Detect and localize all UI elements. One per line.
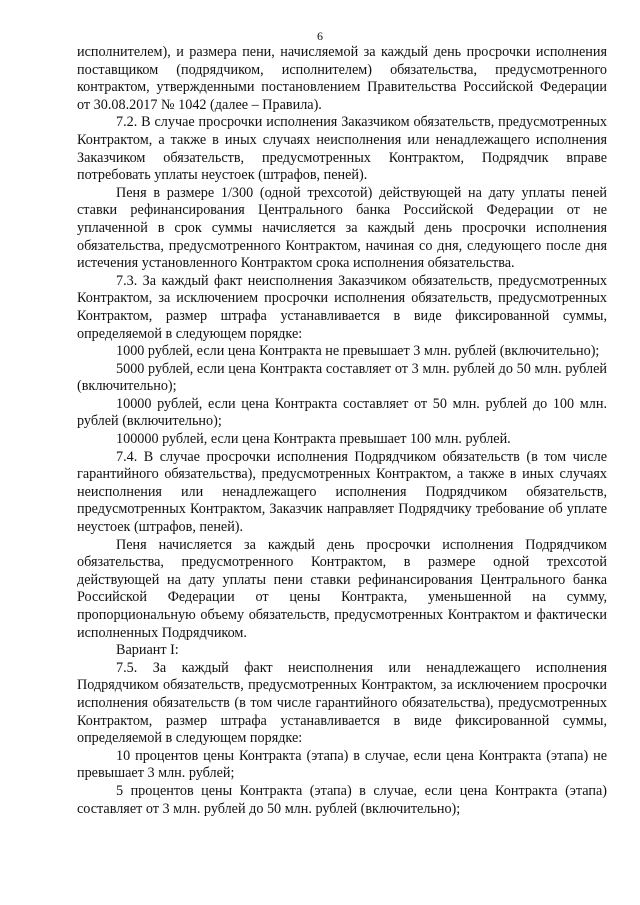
page-number: 6 [317,29,323,43]
list-item-fine-10-percent: 10 процентов цены Контракта (этапа) в случае, если цена Контракта (этапа) не превышает 3 млн. рублей; [77,747,607,782]
variant-heading: Вариант I: [116,642,179,659]
list-item-fine-100000: 100000 рублей, если цена Контракта превышает 100 млн. рублей. [116,431,511,448]
paragraph-penalty-contractor: Пеня начисляется за каждый день просрочки исполнения Подрядчиком обязательства, предусмотренного Контрактом, в размере одной трехсотой действующей на дату уплаты пени ставки рефинансирования Центрального банка Российской Федерации от цены Контракта, уменьшенной на сумму, пропорциональную объему обязательств, предусмотренных Контрактом и фактически исполненных Подрядчиком. [77,536,607,641]
paragraph-7-4: 7.4. В случае просрочки исполнения Подрядчиком обязательств (в том числе гарантийного обязательства), предусмотренных Контрактом, а также в иных случаях неисполнения или ненадлежащего исполнения Подрядчиком обязательств, предусмотренных Контрактом, Заказчик направляет Подрядчику требование об уплате неустоек (штрафов, пеней). [77,448,607,536]
paragraph-7-3: 7.3. За каждый факт неисполнения Заказчиком обязательств, предусмотренных Контрактом, за исключением просрочки исполнения обязательств, предусмотренных Контрактом, размер штрафа устанавливается в виде фиксированной суммы, определяемой в следующем порядке: [77,272,607,342]
paragraph-intro-continuation: исполнителем), и размера пени, начисляемой за каждый день просрочки исполнения поставщиком (подрядчиком, исполнителем) обязательства, предусмотренного контрактом, утвержденными постановлением Правительства Российской Федерации от 30.08.2017 № 1042 (далее – Правила). [77,44,607,113]
list-item-fine-5000: 5000 рублей, если цена Контракта составляет от 3 млн. рублей до 50 млн. рублей (включительно); [77,360,607,395]
document-body [77,44,607,818]
list-item-fine-1000: 1000 рублей, если цена Контракта не превышает 3 млн. рублей (включительно); [116,343,600,360]
paragraph-penalty-customer: Пеня в размере 1/300 (одной трехсотой) действующей на дату уплаты пеней ставки рефинансирования Центрального банка Российской Федерации от не уплаченной в срок суммы начисляется за каждый день просрочки исполнения обязательства, предусмотренного Контрактом, начиная со дня, следующего после дня истечения установленного Контрактом срока исполнения обязательства. [77,184,607,272]
paragraph-7-2: 7.2. В случае просрочки исполнения Заказчиком обязательств, предусмотренных Контрактом, а также в иных случаях неисполнения или ненадлежащего исполнения Заказчиком обязательств, предусмотренных Контрактом, Подрядчик вправе потребовать уплаты неустоек (штрафов, пеней). [77,114,607,184]
paragraph-7-5: 7.5. За каждый факт неисполнения или ненадлежащего исполнения Подрядчиком обязательств, предусмотренных Контрактом, за исключением просрочки исполнения обязательств (в том числе гарантийного обязательства), предусмотренных Контрактом, размер штрафа устанавливается в виде фиксированной суммы, определяемой в следующем порядке: [77,659,607,747]
list-item-fine-5-percent: 5 процентов цены Контракта (этапа) в случае, если цена Контракта (этапа) составляет от 3 млн. рублей до 50 млн. рублей (включительно); [77,782,607,817]
list-item-fine-10000: 10000 рублей, если цена Контракта составляет от 50 млн. рублей до 100 млн. рублей (включительно); [77,395,607,430]
